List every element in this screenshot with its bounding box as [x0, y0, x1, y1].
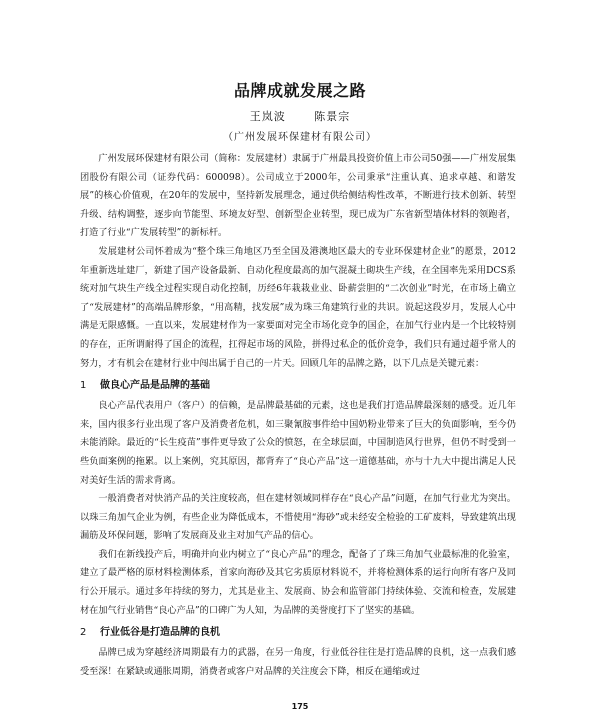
section-heading	[80, 377, 516, 395]
article-title: 品牌成就发展之路	[233, 81, 366, 100]
section-paragraph: 一般消费者对快消产品的关注度较高，但在建材领域同样存在“良心产品”问题，在加气行业尤为突出。以珠三角加气企业为例，有些企业为降低成本，不惜使用“海砂”或未经安全检验的工矿废料，导致建筑出现漏筋及环保问题，影响了发展商及业主对加气产品的信心。	[80, 493, 516, 542]
affiliation: （广州发展环保建材有限公司）	[223, 132, 377, 143]
author-line	[0, 108, 600, 124]
intro-paragraph: 发展建材公司怀着成为“整个珠三角地区乃至全国及港澳地区最大的专业环保建材企业”的愿景，2012年重新选址建厂，新建了国产设备最新、自动化程度最高的加气混凝土砌块生产线，在全国率先采用DCS系统对加气块生产线全过程实现自动化控制，历经6年栽栽业业、卧薪尝胆的“二次创业”时光，在市场上确立了“发展建材”的高端品牌形象，“用高精，找发展”成为珠三角建筑行业的共识。说起这段岁月，发展人心中满是无限感慨。一直以来，发展建材作为一家要面对完全市场化竞争的国企，在加气行业内是一个比较特别的存在，正所谓耐得了国企的流程，扛得起市场的风险，拼得过私企的低价竞争，我们只有通过超乎常人的努力，才有机会在建材行业中闯出属于自己的一片天。回顾几年的品牌之路，以下几点是关键元素：	[80, 245, 516, 369]
article-body	[80, 150, 516, 681]
section-number: 1	[80, 380, 87, 392]
section-title: 做良心产品是品牌的基础	[100, 380, 210, 392]
section-paragraph: 良心产品代表用户（客户）的信赖，是品牌最基础的元素，这也是我们打造品牌最深刻的感受。近几年来，国内很多行业出现了客户及消费者危机，如三聚氰胺事件给中国奶粉业带来了巨大的负面影响，至今仍未能消除。最近的“长生疫苗”事件更导致了公众的愤怒，在全球层面，中国制造风行世界，但仍不时受到一些负面案例的拖累。以上案例，究其原因，都背弃了“良心产品”这一道德基础，亦与十九大中提出满足人民对美好生活的需求背离。	[80, 400, 516, 486]
author-name: 王岚波	[249, 110, 286, 123]
section-paragraph: 我们在新线投产后，明确并向业内树立了“良心产品”的理念，配备了了珠三角加气业最标准的化验室，建立了最严格的原材料检测体系，首家向海砂及其它劣质原材料说不，并将检测体系的运行向所有客户及同行公开展示。通过多年持续的努力，尤其是业主、发展商、协会和监管部门持续体验、交流和检查，发展建材在加气行业销售“良心产品”的口碑广为人知，为品牌的美誉度打下了坚实的基础。	[80, 548, 516, 616]
author-name: 陈景宗	[314, 110, 351, 123]
section-paragraph: 品牌已成为穿越经济周期最有力的武器，在另一角度，行业低谷往往是打造品牌的良机，这一点我们感受至深！在紧缺或通胀周期，消费者或客户对品牌的关注度会下降，相反在通缩或过	[80, 647, 516, 677]
page-number: 175	[291, 702, 309, 711]
section-heading	[80, 624, 516, 642]
section-title: 行业低谷是打造品牌的良机	[100, 627, 220, 639]
section-number: 2	[80, 627, 87, 639]
intro-paragraph: 广州发展环保建材有限公司（简称：发展建材）隶属于广州最具投资价值上市公司50强——广州发展集团股份有限公司（证券代码：600098）。公司成立于2000年，公司秉承“注重认真、追求卓越、和谐发展”的核心价值观，在20年的发展中，坚持新发展理念，通过供给侧结构性改革，不断进行技术创新、转型升级、结构调整，逐步向节能型、环境友好型、创新型企业转型，现已成为广东省新型墙体材料的领跑者，打造了行业“广发展转型”的新标杆。	[80, 153, 516, 239]
